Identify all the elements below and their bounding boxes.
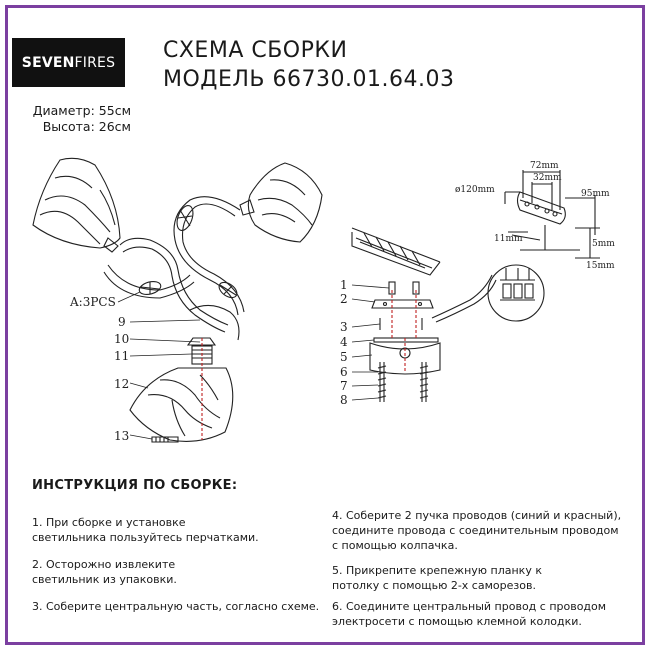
label-3: 3 (340, 320, 348, 334)
measure-11: 11mm (494, 234, 523, 244)
label-6: 6 (340, 365, 348, 379)
right-wires (392, 290, 416, 372)
brand-logo-bold: SEVEN (21, 54, 75, 71)
label-5: 5 (340, 350, 348, 364)
measure-15: 15mm (586, 261, 615, 271)
label-4: 4 (340, 335, 348, 349)
label-11: 11 (114, 349, 130, 363)
title-line-2: МОДЕЛЬ 66730.01.64.03 (163, 67, 455, 92)
label-9: 9 (118, 315, 126, 329)
label-10: 10 (114, 332, 130, 346)
step-6-line-1: 6. Соедините центральный провод с проводом (332, 600, 607, 613)
instructions-heading: ИНСТРУКЦИЯ ПО СБОРКЕ: (32, 478, 238, 493)
step-4-line-2: соедините провода с соединительным проводом (332, 524, 619, 537)
step-4-line-3: с помощью колпачка. (332, 539, 458, 552)
label-7: 7 (340, 379, 348, 393)
measure-72: 72mm (530, 161, 559, 171)
measure-d120: ø120mm (455, 185, 495, 195)
shade-upper-right (240, 163, 322, 242)
label-8: 8 (340, 393, 348, 407)
ceiling-hatch (352, 228, 440, 275)
height-text: Высота: 26см (42, 119, 131, 134)
step-5-line-2: потолку с помощью 2-х саморезов. (332, 579, 536, 592)
label-12: 12 (114, 377, 130, 391)
step-4 (332, 508, 621, 553)
step-6 (332, 599, 606, 629)
step-4-line-1: 4. Соберите 2 пучка проводов (синий и красный), (332, 509, 622, 522)
exploded-view (370, 265, 544, 402)
step-3 (32, 599, 319, 614)
step-1 (32, 515, 259, 545)
step-1-line-2: светильника пользуйтесь перчатками. (32, 531, 259, 544)
step-3-line-1: 3. Соберите центральную часть, согласно схеме. (32, 600, 320, 613)
measure-95: 95mm (581, 189, 610, 199)
label-2: 2 (340, 292, 348, 306)
label-part-a: A:3PCS (70, 295, 116, 309)
step-5 (332, 563, 542, 593)
step-2-line-2: светильник из упаковки. (32, 573, 177, 586)
left-leaders (118, 292, 200, 439)
step-2 (32, 557, 177, 587)
step-1-line-1: 1. При сборке и установке (32, 516, 186, 529)
title-line-1: СХЕМА СБОРКИ (163, 38, 348, 63)
shade-upper-left (33, 158, 120, 252)
mounting-plate-top (505, 170, 600, 258)
brand-logo-regular: FIRES (74, 54, 116, 71)
label-1: 1 (340, 278, 348, 292)
label-13: 13 (114, 429, 130, 443)
step-5-line-1: 5. Прикрепите крепежную планку к (332, 564, 542, 577)
step-2-line-1: 2. Осторожно извлеките (32, 558, 176, 571)
measure-32: 32mm (533, 173, 562, 183)
shade-bottom (130, 368, 233, 441)
step-6-line-2: электросети с помощью клемной колодки. (332, 615, 582, 628)
measure-5: 5mm (592, 239, 615, 249)
diameter-text: Диаметр: 55см (32, 103, 131, 118)
